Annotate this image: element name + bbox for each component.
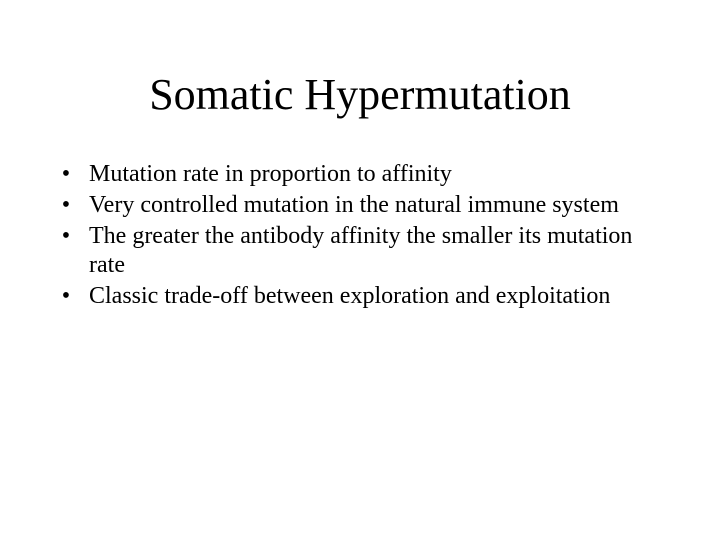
- slide-title: Somatic Hypermutation: [149, 70, 571, 119]
- bullet-text: Very controlled mutation in the natural immune system: [89, 192, 619, 218]
- bullet-text: The greater the antibody affinity the smaller its mutation rate: [89, 223, 633, 278]
- bullet-text: Classic trade-off between exploration and exploitation: [89, 283, 611, 309]
- bullet-item: [56, 282, 656, 311]
- bullet-dot-icon: •: [61, 223, 71, 249]
- bullet-dot-icon: •: [61, 283, 71, 309]
- bullet-list: [56, 160, 656, 313]
- bullet-item: [56, 222, 656, 280]
- bullet-item: [56, 160, 656, 189]
- bullet-item: [56, 191, 656, 220]
- bullet-dot-icon: •: [61, 161, 71, 187]
- bullet-text: Mutation rate in proportion to affinity: [89, 161, 452, 187]
- bullet-dot-icon: •: [61, 192, 71, 218]
